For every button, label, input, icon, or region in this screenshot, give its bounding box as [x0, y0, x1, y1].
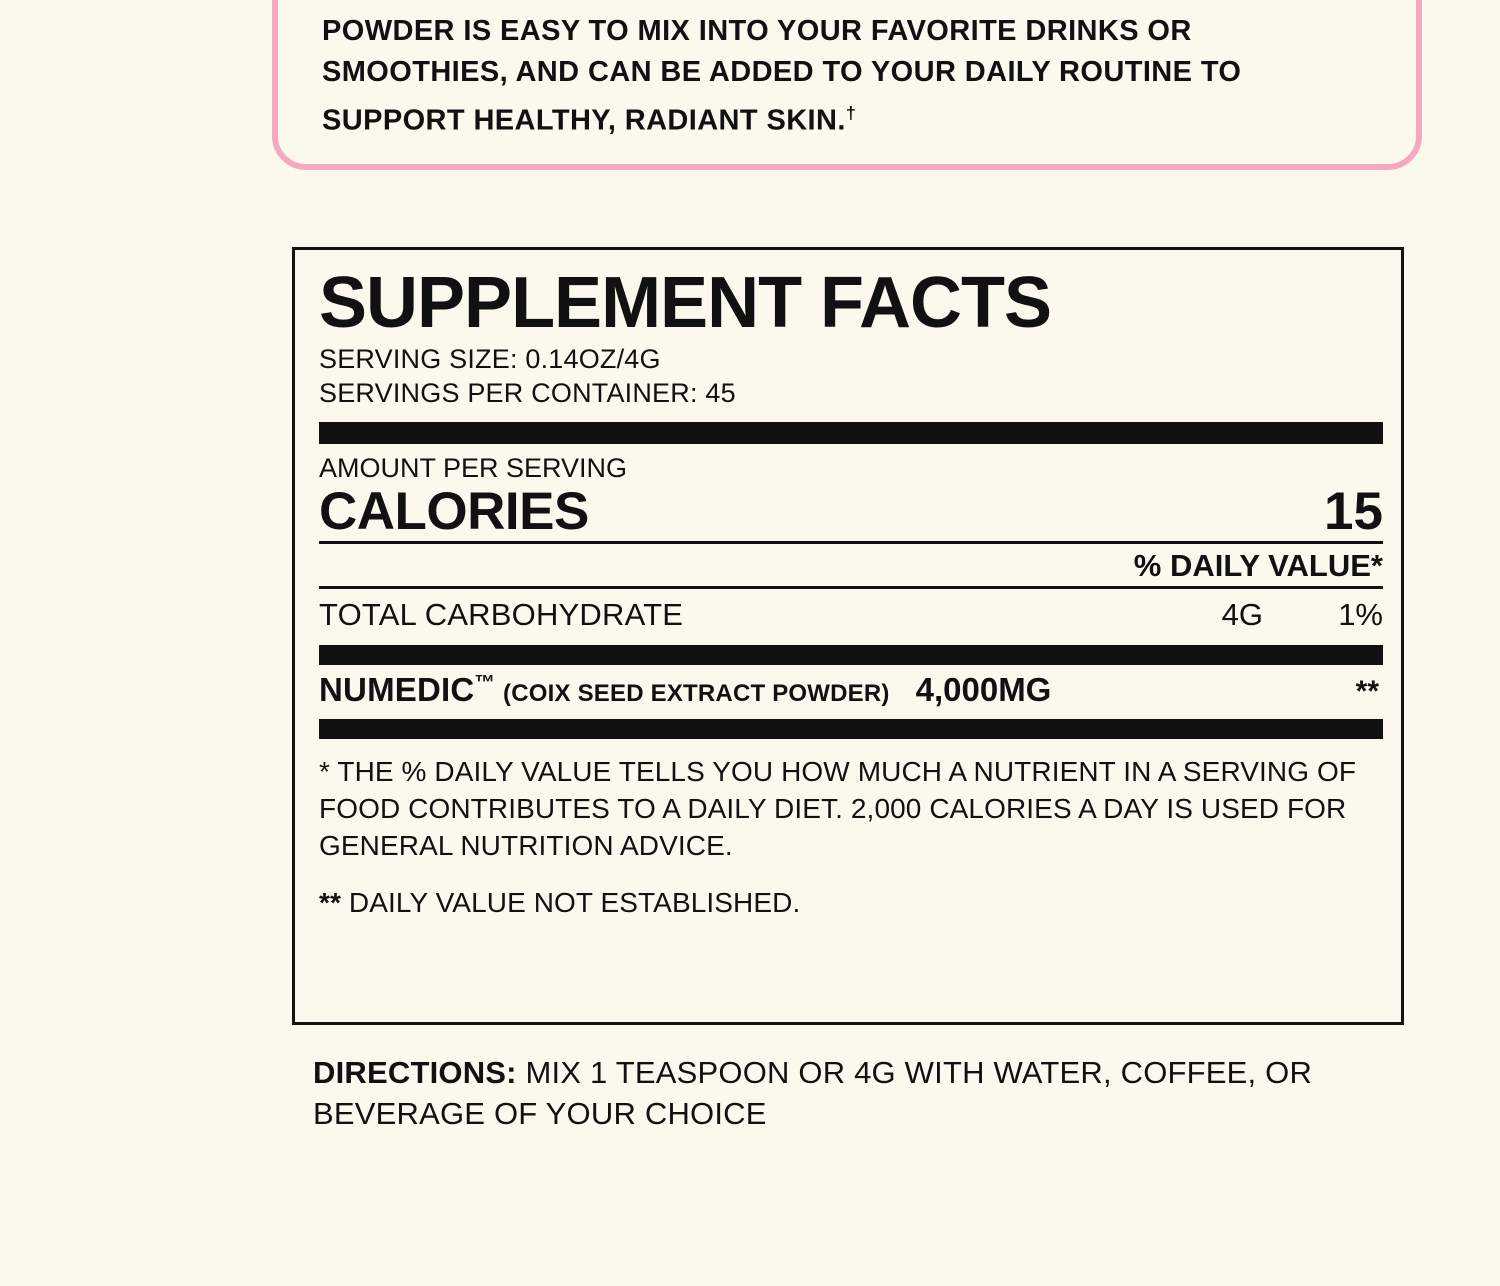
- callout-text: [322, 11, 1382, 142]
- table-row: [319, 665, 1383, 713]
- left-text-fragment: [0, 1028, 160, 1286]
- left-text-fragment: [0, 908, 160, 988]
- ingredient-daily-value: **: [1355, 675, 1379, 708]
- ingredient-amount: 4,000MG: [915, 671, 1052, 708]
- supplement-facts-panel: [292, 247, 1404, 1025]
- pink-callout-box: [272, 0, 1422, 170]
- calories-label: CALORIES: [319, 482, 589, 541]
- directions-label: DIRECTIONS:: [313, 1055, 517, 1090]
- table-row: [319, 589, 1383, 639]
- amount-per-serving-label: AMOUNT PER SERVING: [319, 453, 628, 483]
- directions-block: [313, 1052, 1413, 1134]
- ingredient-description: (COIX SEED EXTRACT POWDER): [503, 680, 890, 707]
- left-text-fragment: [0, 708, 160, 828]
- callout-body: POWDER IS EASY TO MIX INTO YOUR FAVORITE DRINKS OR SMOOTHIES, AND CAN BE ADDED TO YOUR DAILY ROUTINE TO SUPPORT HEALTHY, RADIANT SKIN.: [322, 15, 1242, 137]
- calories-row: [319, 483, 1383, 541]
- nutrient-amount: 4G: [1221, 597, 1263, 632]
- serving-size: SERVING SIZE: 0.14OZ/4G: [319, 344, 661, 374]
- nutrient-daily-value: 1%: [1338, 597, 1383, 632]
- calories-value: 15: [1324, 482, 1383, 541]
- double-star-text: DAILY VALUE NOT ESTABLISHED.: [341, 887, 801, 918]
- double-star-mark: **: [319, 887, 341, 918]
- ingredient-name: [319, 671, 495, 709]
- servings-per-container: SERVINGS PER CONTAINER: 45: [319, 378, 736, 408]
- left-text-fragment: [0, 468, 160, 628]
- divider-thick-top: [319, 422, 1383, 444]
- divider-thick-mid: [319, 645, 1383, 665]
- directions-text: MIX 1 TEASPOON OR 4G WITH WATER, COFFEE, OR BEVERAGE OF YOUR CHOICE: [313, 1055, 1313, 1131]
- footnote-daily-value: * THE % DAILY VALUE TELLS YOU HOW MUCH A NUTRIENT IN A SERVING OF FOOD CONTRIBUTES TO A DAILY DIET. 2,000 CALORIES A DAY IS USED FOR GENERAL NUTRITION ADVICE.: [319, 756, 1357, 861]
- left-text-fragment: [0, 188, 160, 388]
- left-text-column: [0, 0, 160, 1286]
- ingredient-name-text: NUMEDIC: [319, 671, 475, 708]
- nutrient-name: TOTAL CARBOHYDRATE: [319, 597, 684, 632]
- trademark-symbol: ™: [474, 671, 496, 694]
- daily-value-header: % DAILY VALUE*: [1133, 548, 1383, 583]
- footnote-not-established: [319, 884, 1383, 921]
- divider-thick-bottom: [319, 719, 1383, 739]
- supplement-facts-title: SUPPLEMENT FACTS: [319, 263, 1052, 343]
- dagger-symbol: †: [845, 103, 857, 123]
- left-text-fragment: [0, 0, 160, 108]
